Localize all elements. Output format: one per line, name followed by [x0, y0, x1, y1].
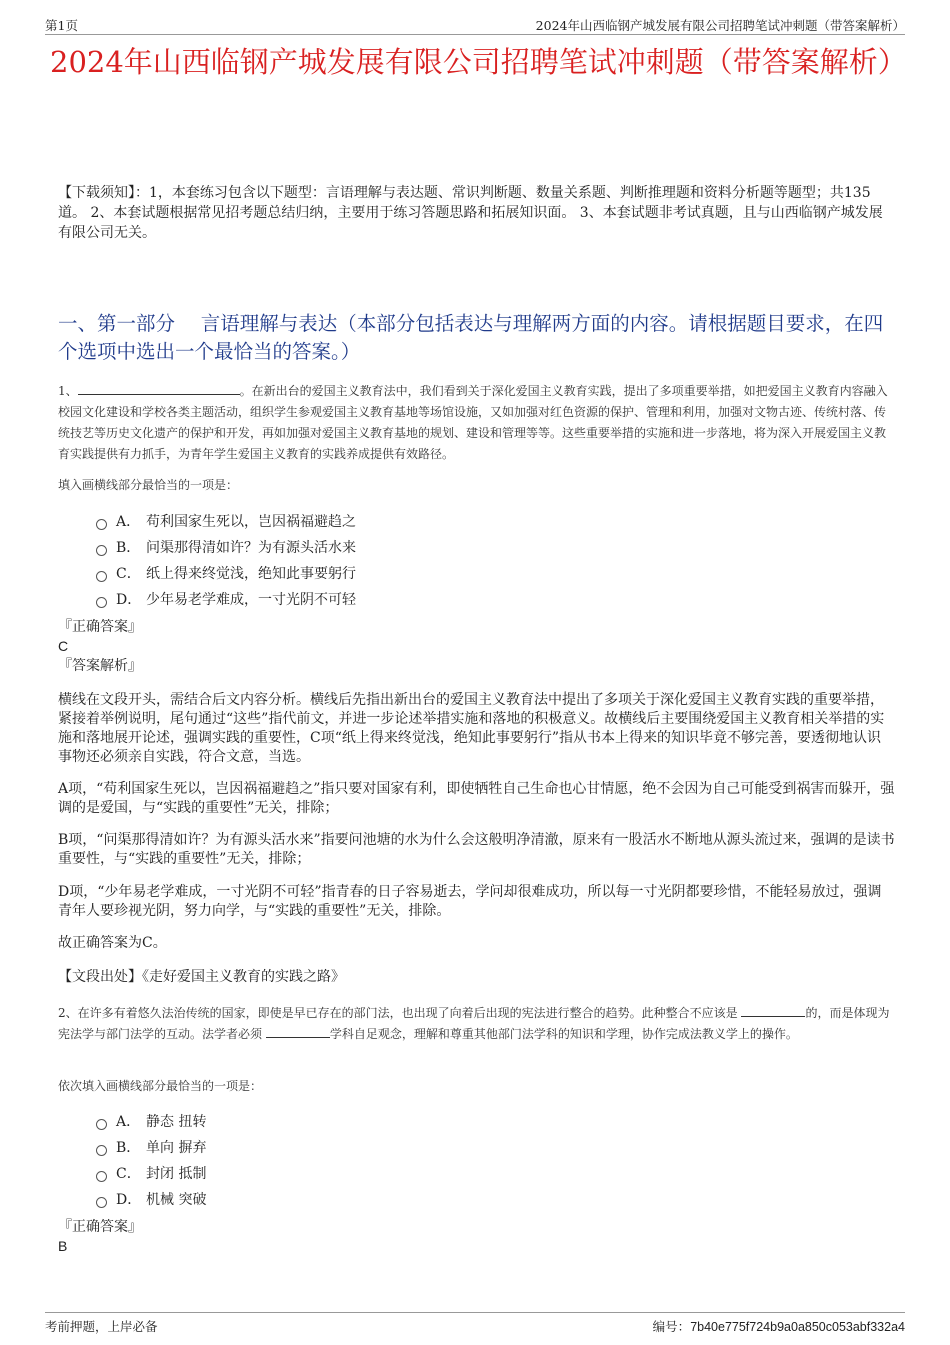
option-text: 少年易老学难成，一寸光阴不可轻	[146, 592, 356, 608]
question-2-text-b: 的，而是体现为宪法学与部门法学的互动。法学者必须	[58, 1006, 890, 1041]
question-1-answer-label: 『正确答案』	[58, 619, 142, 635]
option-letter: A．	[116, 514, 141, 530]
question-2-answer: B	[58, 1238, 68, 1254]
option-text: 静态 扭转	[146, 1114, 207, 1130]
question-1-text: 。在新出台的爱国主义教育法中，我们看到关于深化爱国主义教育实践，提出了多项重要举措，如把爱国主义教育内容融入校园文化建设和学校各类主题活动，组织学生参观爱国主义教育基地等场馆设施，又如加强对红色资源的保护、管理和利用，加强对文物古迹、传统村落、传统技艺等历史文化遗产的保护和开发，再如加强对爱国主义教育基地的规划、建设和管理等等。这些重要举措的实施和进一步落地，将为深入开展爱国主义教育实践提供有力抓手，为青年学生爱国主义教育的实践养成提供有效路径。	[58, 384, 888, 461]
analysis-paragraph: B项，“问渠那得清如许？为有源头活水来”指要问池塘的水为什么会这般明净清澈，原来有一股活水不断地从源头流过来，强调的是读书重要性，与“实践的重要性”无关，排除；	[58, 832, 895, 867]
document-title: 2024年山西临钢产城发展有限公司招聘笔试冲刺题（带答案解析）	[50, 45, 907, 79]
question-1-analysis-label: 『答案解析』	[58, 658, 142, 674]
radio-icon[interactable]	[96, 571, 107, 582]
radio-icon[interactable]	[96, 1119, 107, 1130]
radio-icon[interactable]	[96, 597, 107, 608]
question-1-option-a[interactable]	[96, 509, 356, 535]
footer-code-label: 编号：	[652, 1319, 691, 1334]
option-text: 纸上得来终觉浅，绝知此事要躬行	[146, 566, 356, 582]
question-1-options	[96, 509, 356, 613]
footer-slogan: 考前押题，上岸必备	[45, 1319, 158, 1334]
question-2-stem	[58, 1003, 895, 1045]
question-2-answer-label: 『正确答案』	[58, 1219, 142, 1235]
option-text: 问渠那得清如许？为有源头活水来	[146, 540, 356, 556]
question-2-prompt: 依次填入画横线部分最恰当的一项是：	[58, 1079, 263, 1093]
question-1-stem	[58, 381, 895, 465]
option-letter: C．	[116, 1166, 141, 1182]
radio-icon[interactable]	[96, 1197, 107, 1208]
footer-code-value: 7b40e775f724b9a0a850c053abf332a4	[690, 1320, 905, 1334]
question-2-blank-1	[741, 1004, 805, 1017]
option-text: 苟利国家生死以，岂因祸福避趋之	[146, 514, 356, 530]
question-2-number: 2、	[58, 1006, 78, 1020]
radio-icon[interactable]	[96, 1171, 107, 1182]
analysis-paragraph: 故正确答案为C。	[58, 935, 167, 951]
question-2-text-a: 在许多有着悠久法治传统的国家，即使是早已存在的部门法，也出现了向着后出现的宪法进行整合的趋势。此种整合不应该是	[77, 1006, 738, 1020]
question-2-option-c[interactable]	[96, 1161, 206, 1187]
option-text: 封闭 抵制	[146, 1166, 207, 1182]
question-1-blank	[78, 382, 240, 395]
option-text: 单向 摒弃	[146, 1140, 207, 1156]
option-letter: D．	[116, 1192, 142, 1208]
analysis-paragraph: 横线在文段开头，需结合后文内容分析。横线后先指出新出台的爱国主义教育法中提出了多项关于深化爱国主义教育实践的重要举措，紧接着举例说明，尾句通过“这些”指代前文，并进一步论述举措实施和落地的积极意义。故横线后主要围绕爱国主义教育相关举措的实施和落地展开论述，强调实践的重要性，C项“纸上得来终觉浅，绝知此事要躬行”指从书本上得来的知识毕竟不够完善，要透彻地认识事物还必须亲自实践，符合文意，当选。	[58, 692, 885, 765]
question-2-blank-2	[266, 1025, 330, 1038]
header-doc-title: 2024年山西临钢产城发展有限公司招聘笔试冲刺题（带答案解析）	[535, 18, 905, 33]
radio-icon[interactable]	[96, 1145, 107, 1156]
radio-icon[interactable]	[96, 519, 107, 530]
question-1-option-b[interactable]	[96, 535, 356, 561]
section-title: 一、第一部分 言语理解与表达（本部分包括表达与理解两方面的内容。请根据题目要求，在四个选项中选出一个最恰当的答案。）	[58, 312, 884, 363]
option-letter: B．	[116, 1140, 141, 1156]
analysis-paragraph: A项，“苟利国家生死以，岂因祸福避趋之”指只要对国家有利，即使牺牲自己生命也心甘情愿，绝不会因为自己可能受到祸害而躲开，强调的是爱国，与“实践的重要性”无关，排除；	[58, 781, 895, 816]
question-1-answer: C	[58, 638, 69, 654]
radio-icon[interactable]	[96, 545, 107, 556]
question-2-option-a[interactable]	[96, 1109, 206, 1135]
question-2-option-d[interactable]	[96, 1187, 206, 1213]
question-1-option-c[interactable]	[96, 561, 356, 587]
option-letter: B．	[116, 540, 141, 556]
source-citation: 【文段出处】《走好爱国主义教育的实践之路》	[58, 969, 345, 985]
download-notice: 【下载须知】：1，本套练习包含以下题型：言语理解与表达题、常识判断题、数量关系题、判断推理题和资料分析题等题型；共135道。 2、本套试题根据常见招考题总结归纳，主要用于练习答题思路和拓展知识面。 3、本套试题非考试真题，且与山西临钢产城发展有限公司无关。	[58, 185, 883, 241]
question-1-number: 1、	[58, 384, 78, 398]
option-letter: C．	[116, 566, 141, 582]
question-2-options	[96, 1109, 206, 1213]
question-1-option-d[interactable]	[96, 587, 356, 613]
option-letter: A．	[116, 1114, 141, 1130]
question-1-prompt: 填入画横线部分最恰当的一项是：	[58, 478, 239, 492]
analysis-paragraph: D项，“少年易老学难成，一寸光阴不可轻”指青春的日子容易逝去，学问却很难成功，所以每一寸光阴都要珍惜，不能轻易放过，强调青年人要珍视光阴，努力向学，与“实践的重要性”无关，排除。	[58, 884, 882, 919]
question-2-text-c: 学科自足观念，理解和尊重其他部门法学科的知识和学理，协作完成法教义学上的操作。	[329, 1027, 798, 1041]
page-footer	[45, 1312, 905, 1337]
option-text: 机械 突破	[146, 1192, 207, 1208]
page-header	[45, 12, 905, 35]
option-letter: D．	[116, 592, 142, 608]
question-2-option-b[interactable]	[96, 1135, 206, 1161]
footer-code	[653, 1317, 905, 1335]
page-number: 第1页	[45, 18, 78, 33]
